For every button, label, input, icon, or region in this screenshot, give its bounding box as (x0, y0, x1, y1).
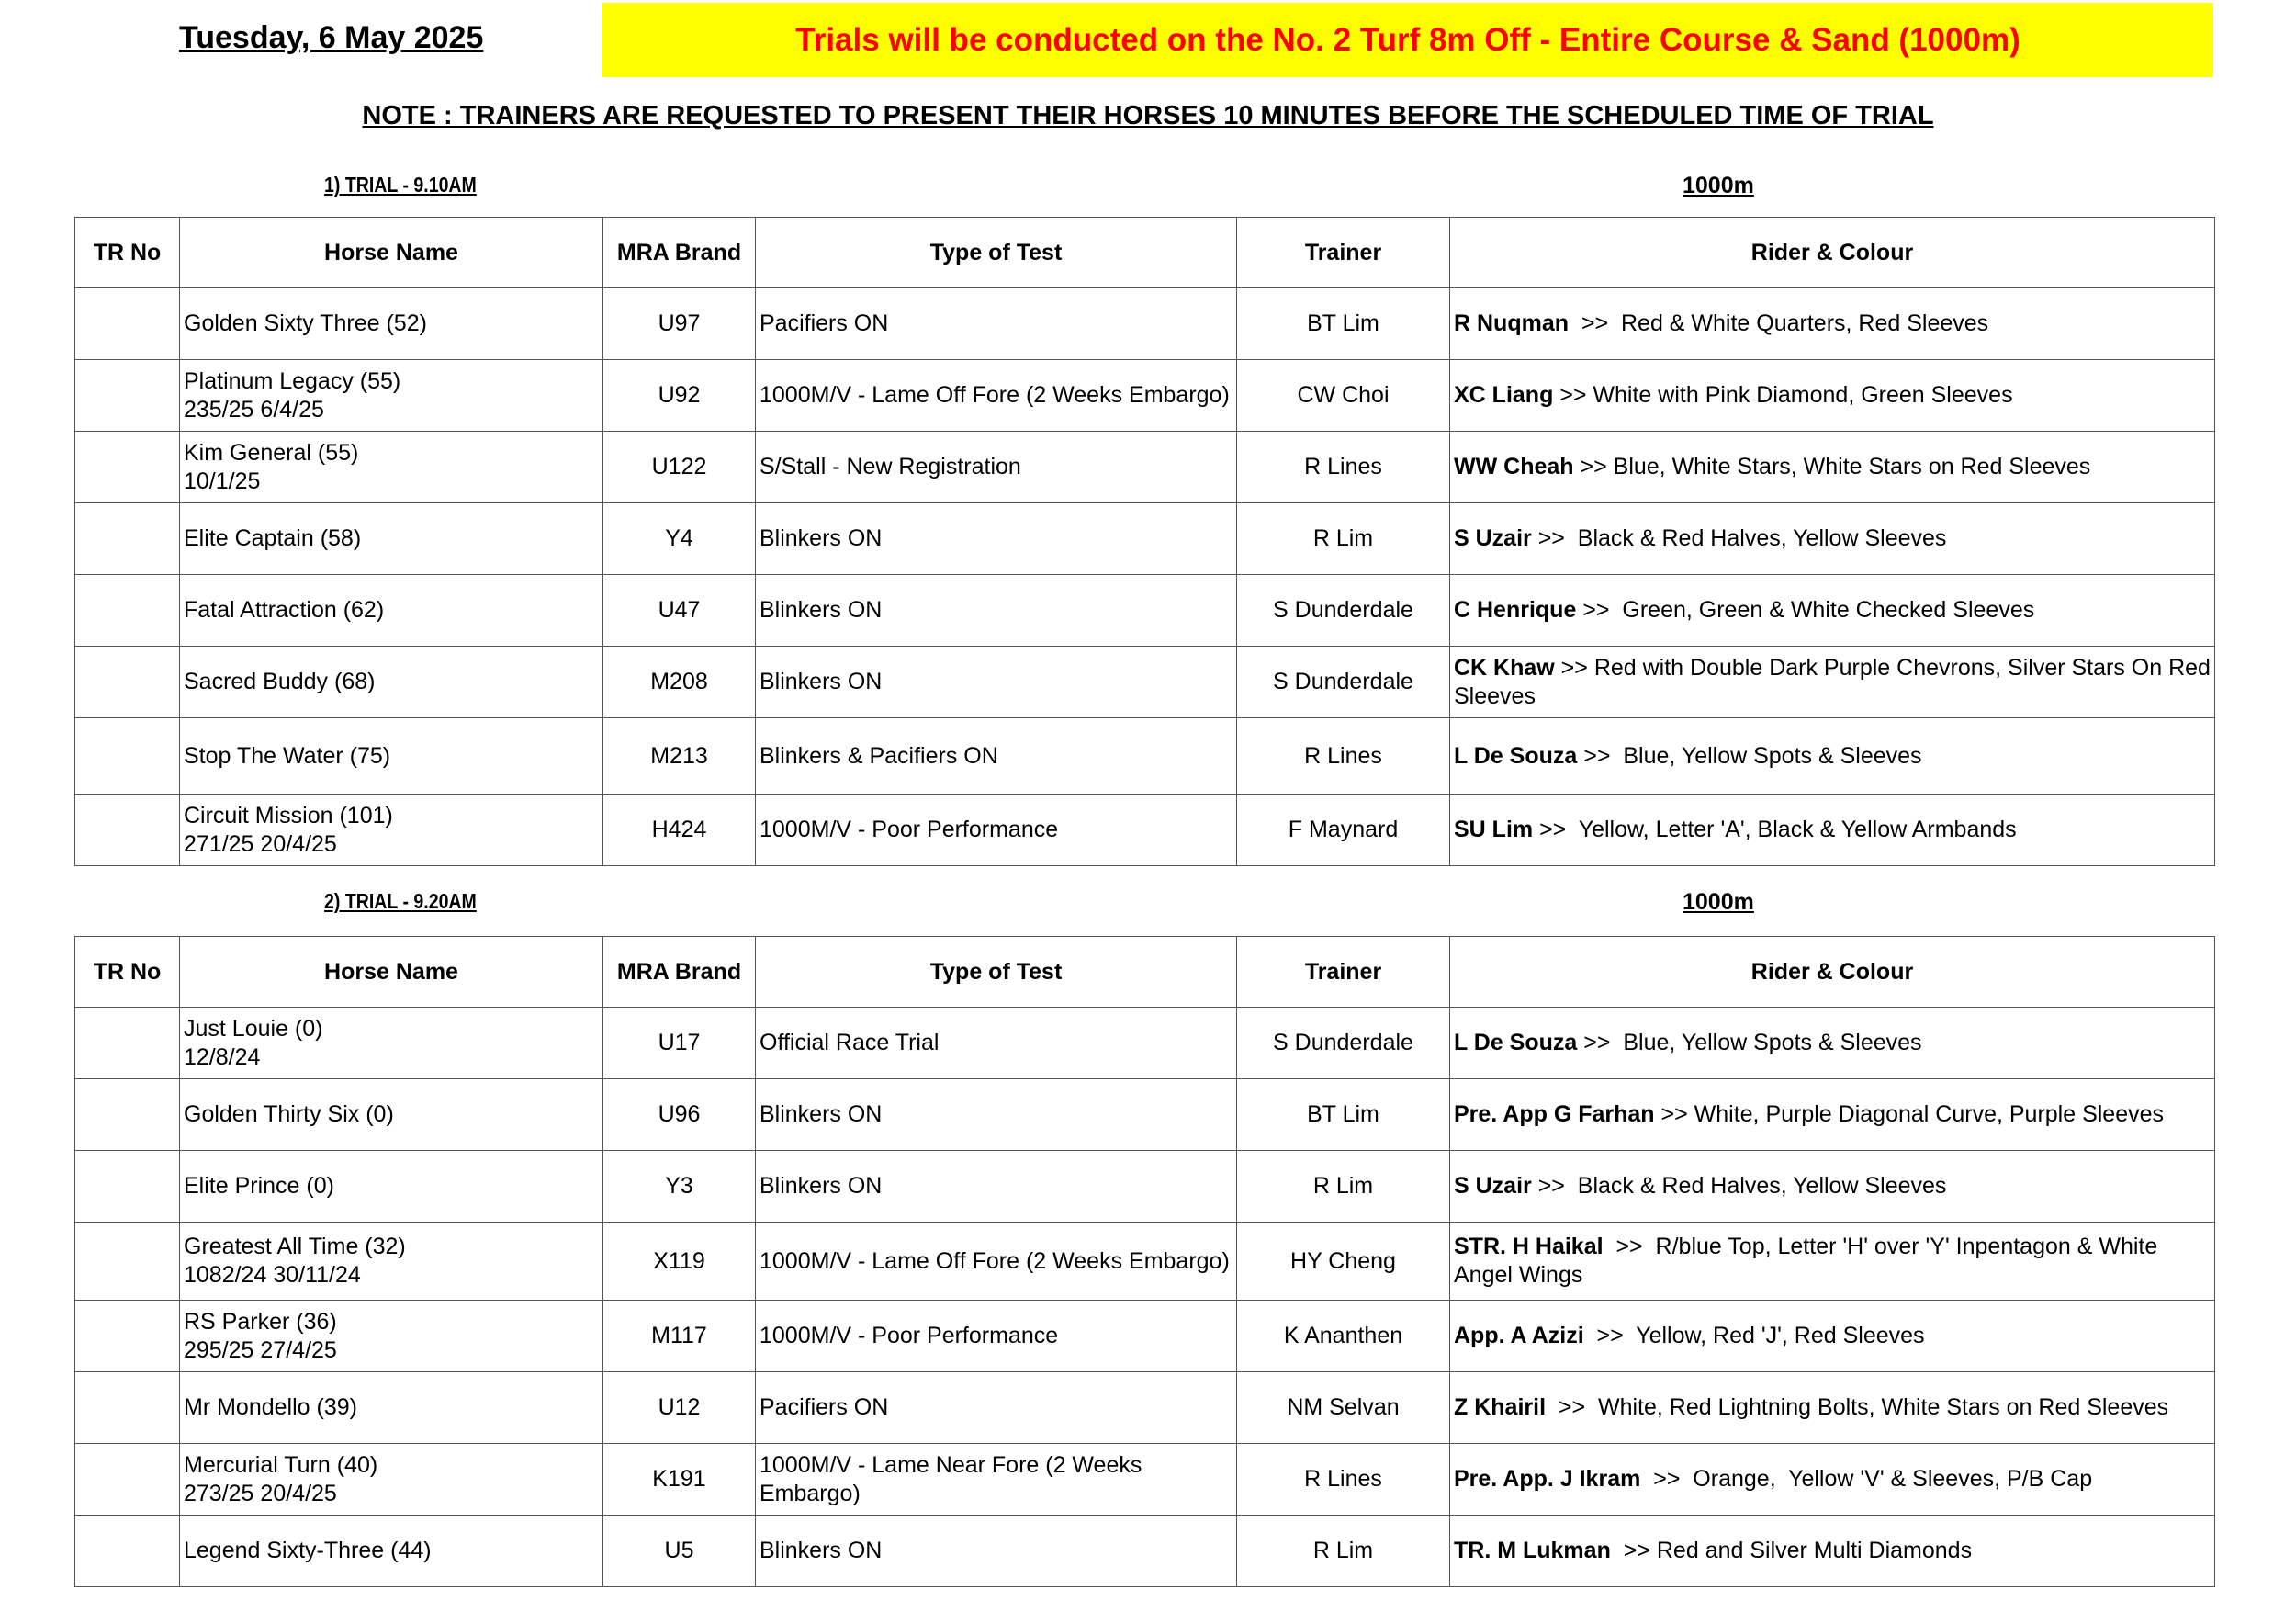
cell-mra-brand (603, 647, 756, 718)
trial-2-table (74, 936, 2215, 1587)
cell-tr-no (75, 718, 180, 795)
cell-horse-name (180, 1516, 603, 1587)
silks-colour: >> Blue, White Stars, White Stars on Red Sleeves (1573, 454, 2091, 479)
cell-type-of-test (756, 1372, 1237, 1444)
col-header-rider-colour: Rider & Colour (1450, 218, 2215, 288)
cell-rider-colour (1450, 360, 2215, 432)
trainer-name: S Dunderdale (1273, 1030, 1413, 1055)
col-header-horse-name: Horse Name (180, 218, 603, 288)
cell-horse-name (180, 1079, 603, 1151)
test-type-value: 1000M/V - Lame Off Fore (2 Weeks Embargo) (760, 1247, 1230, 1274)
cell-horse-name (180, 718, 603, 795)
cell-trainer (1237, 288, 1450, 360)
cell-tr-no (75, 1516, 180, 1587)
cell-type-of-test (756, 1444, 1237, 1516)
cell-horse-name (180, 360, 603, 432)
trial-2-distance: 1000m (1683, 889, 1754, 915)
horse-name: Legend Sixty-Three (44) (184, 1538, 432, 1563)
mra-brand-value: U47 (658, 597, 701, 623)
cell-trainer (1237, 575, 1450, 647)
silks-colour: >> Red & White Quarters, Red Sleeves (1569, 310, 1989, 336)
cell-mra-brand (603, 432, 756, 503)
trainer-name: CW Choi (1297, 382, 1390, 408)
trainer-name: BT Lim (1307, 310, 1379, 336)
cell-type-of-test (756, 503, 1237, 575)
cell-trainer (1237, 1372, 1450, 1444)
cell-mra-brand (603, 1516, 756, 1587)
trainer-name: S Dunderdale (1273, 597, 1413, 623)
trainer-name: F Maynard (1288, 817, 1399, 842)
horse-prior-ref: 1082/24 30/11/24 (184, 1262, 361, 1288)
rider-name: L De Souza (1454, 1030, 1578, 1055)
trainer-name: BT Lim (1307, 1101, 1379, 1127)
silks-colour: >> Yellow, Letter 'A', Black & Yellow Armbands (1533, 817, 2017, 842)
test-type-value: 1000M/V - Poor Performance (760, 1323, 1059, 1348)
rider-name: Z Khairil (1454, 1394, 1547, 1420)
trainer-name: R Lines (1304, 1466, 1382, 1492)
cell-trainer (1237, 1444, 1450, 1516)
cell-mra-brand (603, 718, 756, 795)
test-type-value: 1000M/V - Lame Off Fore (2 Weeks Embargo) (760, 382, 1230, 408)
table-row (75, 503, 2215, 575)
cell-mra-brand (603, 1008, 756, 1079)
cell-trainer (1237, 1301, 1450, 1372)
mra-brand-value: Y4 (665, 525, 693, 551)
test-type-value: Blinkers & Pacifiers ON (760, 742, 998, 769)
cell-mra-brand (603, 288, 756, 360)
cell-type-of-test (756, 1301, 1237, 1372)
silks-colour: >> Black & Red Halves, Yellow Sleeves (1531, 525, 1947, 551)
col-header-mra-brand: MRA Brand (603, 218, 756, 288)
trial-1-rows (75, 288, 2215, 866)
trial-1-label: 1) TRIAL - 9.10AM (324, 173, 477, 197)
trainer-name: NM Selvan (1287, 1394, 1400, 1420)
cell-mra-brand (603, 1372, 756, 1444)
cell-type-of-test (756, 795, 1237, 866)
table-row (75, 718, 2215, 795)
cell-type-of-test (756, 1151, 1237, 1223)
silks-colour: >> Red and Silver Multi Diamonds (1610, 1538, 1973, 1563)
cell-mra-brand (603, 1079, 756, 1151)
col-header-tr-no: TR No (75, 218, 180, 288)
rider-name: L De Souza (1454, 742, 1578, 769)
horse-name: Just Louie (0) (184, 1015, 323, 1042)
cell-tr-no (75, 1079, 180, 1151)
cell-mra-brand (603, 360, 756, 432)
test-type-value: Pacifiers ON (760, 310, 889, 336)
silks-colour: >> Yellow, Red 'J', Red Sleeves (1583, 1323, 1925, 1348)
cell-mra-brand (603, 1444, 756, 1516)
horse-prior-ref: 271/25 20/4/25 (184, 830, 337, 857)
cell-horse-name (180, 1223, 603, 1301)
cell-horse-name (180, 1151, 603, 1223)
rider-name: Pre. App G Farhan (1454, 1101, 1655, 1127)
cell-tr-no (75, 1444, 180, 1516)
table-row (75, 432, 2215, 503)
cell-rider-colour (1450, 288, 2215, 360)
col-header-trainer: Trainer (1237, 937, 1450, 1008)
cell-rider-colour (1450, 1151, 2215, 1223)
horse-name: Elite Captain (58) (184, 525, 362, 551)
cell-tr-no (75, 1151, 180, 1223)
cell-tr-no (75, 795, 180, 866)
test-type-value: S/Stall - New Registration (760, 454, 1021, 479)
col-header-tr-no: TR No (75, 937, 180, 1008)
trial-2-rows (75, 1008, 2215, 1587)
test-type-value: Official Race Trial (760, 1030, 940, 1055)
col-header-type-of-test: Type of Test (756, 937, 1237, 1008)
cell-trainer (1237, 647, 1450, 718)
cell-tr-no (75, 288, 180, 360)
silks-colour: >> Orange, Yellow 'V' & Sleeves, P/B Cap (1640, 1466, 2093, 1492)
cell-trainer (1237, 1151, 1450, 1223)
table-row (75, 288, 2215, 360)
silks-colour: >> Blue, Yellow Spots & Sleeves (1577, 1030, 1922, 1055)
horse-name: Fatal Attraction (62) (184, 597, 385, 623)
course-banner: Trials will be conducted on the No. 2 Turf 8m Off - Entire Course & Sand (1000m) (602, 3, 2213, 77)
rider-name: WW Cheah (1454, 454, 1574, 479)
test-type-value: Blinkers ON (760, 669, 883, 694)
cell-rider-colour (1450, 1516, 2215, 1587)
horse-name: Sacred Buddy (68) (184, 669, 376, 694)
horse-name: Golden Sixty Three (52) (184, 310, 427, 336)
cell-trainer (1237, 503, 1450, 575)
cell-horse-name (180, 647, 603, 718)
cell-type-of-test (756, 432, 1237, 503)
trainer-name: R Lim (1312, 1538, 1374, 1563)
mra-brand-value: X119 (653, 1247, 705, 1274)
cell-type-of-test (756, 575, 1237, 647)
silks-colour: >> R/blue Top, Letter 'H' over 'Y' Inpentagon & White Angel Wings (1454, 1234, 2163, 1288)
cell-rider-colour (1450, 432, 2215, 503)
table-row (75, 1444, 2215, 1516)
horse-name: Greatest All Time (32) (184, 1234, 406, 1259)
mra-brand-value: U97 (658, 310, 701, 336)
cell-tr-no (75, 503, 180, 575)
horse-name: Elite Prince (0) (184, 1173, 334, 1199)
horse-prior-ref: 10/1/25 (184, 468, 261, 494)
cell-type-of-test (756, 647, 1237, 718)
cell-mra-brand (603, 575, 756, 647)
test-type-value: Blinkers ON (760, 1538, 883, 1563)
test-type-value: 1000M/V - Poor Performance (760, 817, 1059, 842)
silks-colour: >> Red with Double Dark Purple Chevrons, Silver Stars On Red Sleeves (1454, 654, 2217, 709)
horse-prior-ref: 235/25 6/4/25 (184, 396, 324, 423)
trainer-name: S Dunderdale (1273, 669, 1413, 694)
table-row (75, 360, 2215, 432)
silks-colour: >> White, Red Lightning Bolts, White Stars on Red Sleeves (1546, 1394, 2169, 1420)
table-row (75, 1079, 2215, 1151)
rider-name: C Henrique (1454, 597, 1577, 623)
cell-tr-no (75, 1223, 180, 1301)
cell-trainer (1237, 432, 1450, 503)
mra-brand-value: H424 (651, 817, 707, 842)
cell-tr-no (75, 647, 180, 718)
horse-name: Stop The Water (75) (184, 742, 391, 769)
rider-name: CK Khaw (1454, 654, 1555, 681)
test-type-value: Blinkers ON (760, 597, 883, 623)
cell-horse-name (180, 1444, 603, 1516)
cell-type-of-test (756, 360, 1237, 432)
cell-trainer (1237, 718, 1450, 795)
mra-brand-value: U5 (664, 1538, 694, 1563)
mra-brand-value: M117 (651, 1323, 707, 1348)
table-row (75, 1516, 2215, 1587)
table-row (75, 1301, 2215, 1372)
rider-name: TR. M Lukman (1454, 1538, 1611, 1563)
cell-rider-colour (1450, 1079, 2215, 1151)
trainer-name: R Lines (1304, 742, 1382, 769)
cell-horse-name (180, 1008, 603, 1079)
table-row (75, 1223, 2215, 1301)
table-row (75, 795, 2215, 866)
trainer-name: R Lim (1312, 1173, 1374, 1199)
mra-brand-value: U122 (651, 454, 707, 479)
mra-brand-value: U92 (658, 382, 701, 408)
rider-name: R Nuqman (1454, 310, 1569, 336)
mra-brand-value: M208 (650, 669, 708, 694)
cell-tr-no (75, 575, 180, 647)
col-header-type-of-test: Type of Test (756, 218, 1237, 288)
cell-mra-brand (603, 1301, 756, 1372)
trial-1-table (74, 217, 2215, 866)
mra-brand-value: M213 (650, 742, 708, 769)
trainer-name: HY Cheng (1290, 1247, 1396, 1274)
cell-trainer (1237, 1079, 1450, 1151)
horse-name: Mercurial Turn (40) (184, 1451, 378, 1478)
horse-prior-ref: 295/25 27/4/25 (184, 1336, 337, 1363)
silks-colour: >> Green, Green & White Checked Sleeves (1576, 597, 2035, 623)
trainer-name: R Lim (1312, 525, 1374, 551)
trainer-name: R Lines (1304, 454, 1382, 479)
test-type-value: Pacifiers ON (760, 1394, 889, 1420)
mra-brand-value: K191 (652, 1466, 706, 1492)
test-type-value: Blinkers ON (760, 1173, 883, 1199)
silks-colour: >> Black & Red Halves, Yellow Sleeves (1531, 1173, 1947, 1199)
cell-rider-colour (1450, 795, 2215, 866)
cell-rider-colour (1450, 1008, 2215, 1079)
cell-mra-brand (603, 1151, 756, 1223)
cell-rider-colour (1450, 575, 2215, 647)
cell-tr-no (75, 360, 180, 432)
rider-name: App. A Azizi (1454, 1323, 1584, 1348)
table-row (75, 1008, 2215, 1079)
cell-type-of-test (756, 288, 1237, 360)
cell-type-of-test (756, 1223, 1237, 1301)
test-type-value: Blinkers ON (760, 1101, 883, 1127)
rider-name: SU Lim (1454, 817, 1534, 842)
cell-trainer (1237, 1008, 1450, 1079)
horse-name: Kim General (55) (184, 439, 359, 466)
mra-brand-value: U17 (658, 1030, 701, 1055)
col-header-rider-colour: Rider & Colour (1450, 937, 2215, 1008)
cell-rider-colour (1450, 1301, 2215, 1372)
silks-colour: >> White, Purple Diagonal Curve, Purple Sleeves (1654, 1101, 2165, 1127)
cell-horse-name (180, 1301, 603, 1372)
horse-name: RS Parker (36) (184, 1308, 337, 1335)
col-header-mra-brand: MRA Brand (603, 937, 756, 1008)
table-row (75, 575, 2215, 647)
horse-name: Platinum Legacy (55) (184, 367, 401, 394)
rider-name: STR. H Haikal (1454, 1234, 1604, 1259)
mra-brand-value: U96 (658, 1101, 701, 1127)
page-date: Tuesday, 6 May 2025 (179, 20, 484, 55)
cell-trainer (1237, 795, 1450, 866)
test-type-value: 1000M/V - Lame Near Fore (2 Weeks Embargo) (760, 1451, 1142, 1506)
mra-brand-value: Y3 (665, 1173, 693, 1199)
cell-trainer (1237, 360, 1450, 432)
table-row (75, 1151, 2215, 1223)
cell-type-of-test (756, 1516, 1237, 1587)
cell-rider-colour (1450, 647, 2215, 718)
trainer-note: NOTE : TRAINERS ARE REQUESTED TO PRESENT THEIR HORSES 10 MINUTES BEFORE THE SCHEDULED TIME OF TRIAL (362, 101, 1934, 130)
cell-tr-no (75, 1372, 180, 1444)
col-header-trainer: Trainer (1237, 218, 1450, 288)
rider-name: S Uzair (1454, 525, 1532, 551)
cell-rider-colour (1450, 718, 2215, 795)
cell-type-of-test (756, 718, 1237, 795)
trial-1-distance: 1000m (1683, 173, 1754, 198)
cell-horse-name (180, 795, 603, 866)
trainer-name: K Ananthen (1283, 1323, 1403, 1348)
table-row (75, 1372, 2215, 1444)
mra-brand-value: U12 (658, 1394, 701, 1420)
cell-rider-colour (1450, 1223, 2215, 1301)
silks-colour: >> White with Pink Diamond, Green Sleeves (1553, 382, 2013, 408)
trial-2-label: 2) TRIAL - 9.20AM (324, 889, 477, 913)
cell-mra-brand (603, 795, 756, 866)
rider-name: S Uzair (1454, 1173, 1532, 1199)
horse-name: Golden Thirty Six (0) (184, 1101, 394, 1127)
table-row (75, 647, 2215, 718)
cell-horse-name (180, 288, 603, 360)
horse-name: Circuit Mission (101) (184, 802, 393, 829)
cell-trainer (1237, 1223, 1450, 1301)
cell-horse-name (180, 575, 603, 647)
cell-type-of-test (756, 1079, 1237, 1151)
rider-name: XC Liang (1454, 382, 1554, 408)
cell-horse-name (180, 1372, 603, 1444)
table-header-row (75, 937, 2215, 1008)
silks-colour: >> Blue, Yellow Spots & Sleeves (1577, 742, 1922, 769)
cell-horse-name (180, 432, 603, 503)
cell-rider-colour (1450, 503, 2215, 575)
col-header-horse-name: Horse Name (180, 937, 603, 1008)
horse-prior-ref: 12/8/24 (184, 1043, 261, 1070)
cell-rider-colour (1450, 1444, 2215, 1516)
cell-trainer (1237, 1516, 1450, 1587)
cell-mra-brand (603, 1223, 756, 1301)
cell-rider-colour (1450, 1372, 2215, 1444)
test-type-value: Blinkers ON (760, 525, 883, 551)
rider-name: Pre. App. J Ikram (1454, 1466, 1641, 1492)
cell-mra-brand (603, 503, 756, 575)
table-header-row (75, 218, 2215, 288)
cell-tr-no (75, 1008, 180, 1079)
cell-tr-no (75, 1301, 180, 1372)
horse-prior-ref: 273/25 20/4/25 (184, 1480, 337, 1506)
horse-name: Mr Mondello (39) (184, 1394, 357, 1420)
cell-type-of-test (756, 1008, 1237, 1079)
cell-tr-no (75, 432, 180, 503)
cell-horse-name (180, 503, 603, 575)
